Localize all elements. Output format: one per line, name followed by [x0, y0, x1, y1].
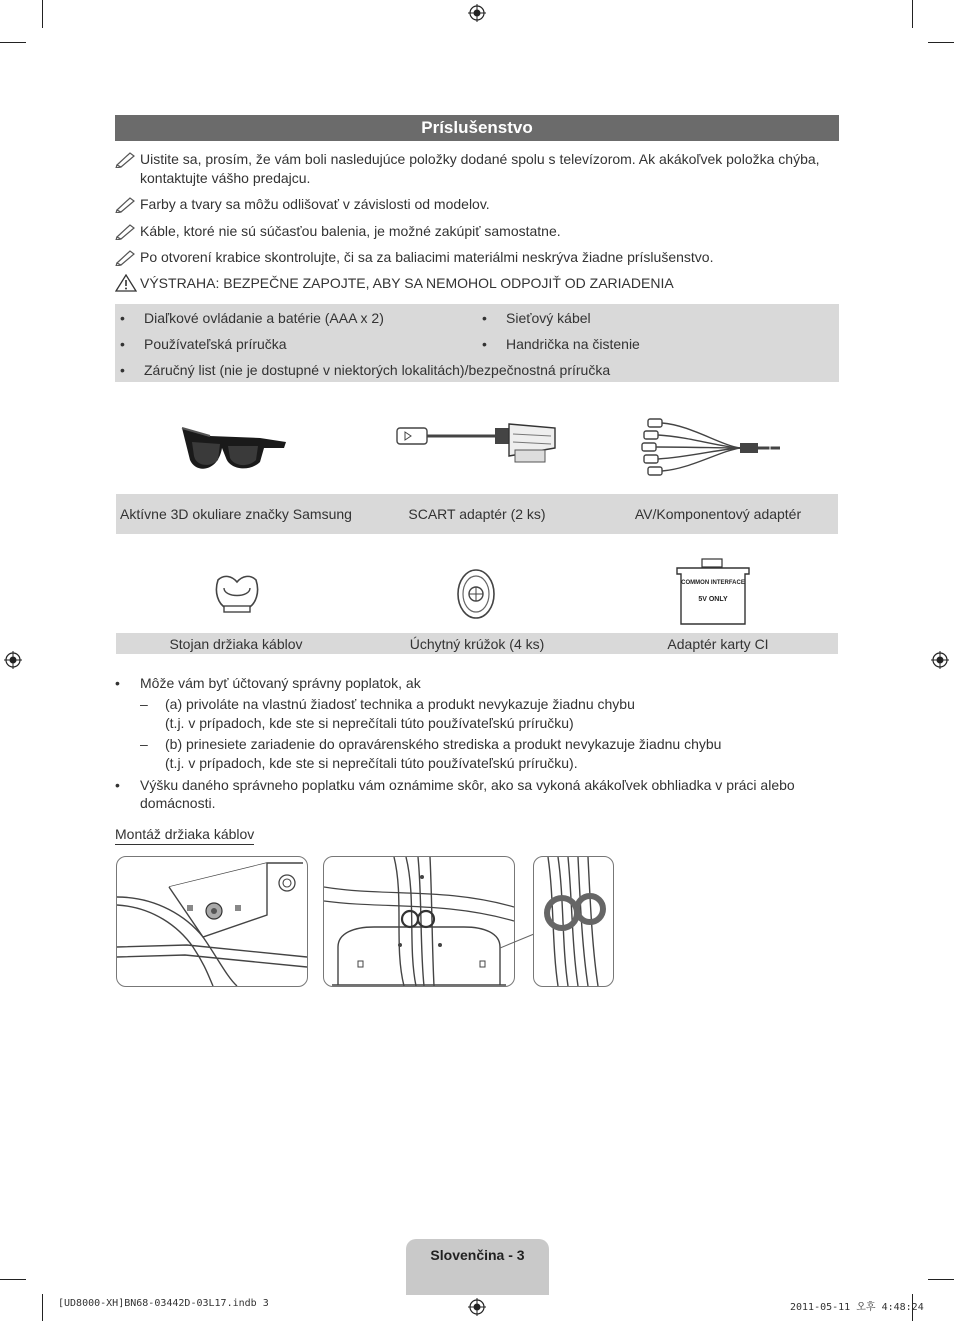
scart-adapter-icon — [395, 420, 560, 468]
list-item: • Diaľkové ovládanie a batérie (AAA x 2) — [120, 310, 384, 326]
note: Uistite sa, prosím, že vám boli nasledujúce položky dodané spolu s televízorom. Ak akákoľvek položka chýba, kontaktujte vášho predajcu. — [115, 150, 839, 188]
note-pen-icon — [115, 248, 137, 266]
item-caption: Aktívne 3D okuliare značky Samsung — [120, 506, 352, 522]
stand-base-illustration-icon — [117, 857, 307, 986]
item-caption: Úchytný krúžok (4 ks) — [409, 635, 545, 652]
fees-case-b: (b) prinesiete zariadenie do opravárenského strediska a produkt nevykazuje žiadnu chybu — [165, 736, 722, 752]
note: Káble, ktoré nie sú súčasťou balenia, je možné zakúpiť samostatne. — [115, 222, 839, 241]
list-item: • Používateľská príručka — [120, 336, 287, 352]
registration-mark-icon — [468, 4, 486, 22]
fees-case-a: (a) privoláte na vlastnú žiadosť technika a produkt nevykazuje žiadnu chybu — [165, 696, 635, 712]
dash: – — [140, 736, 148, 752]
assembly-step-3 — [533, 856, 614, 987]
note: Farby a tvary sa môžu odlišovať v závislosti od modelov. — [115, 195, 839, 214]
bullet: • — [115, 777, 120, 793]
fees-amount-line1: Výšku daného správneho poplatku vám oznámime skôr, ako sa vykoná akákoľvek obhliadka v práci alebo — [140, 777, 795, 793]
ci-card-label-1: COMMON INTERFACE — [681, 580, 745, 586]
registration-mark-icon — [931, 651, 949, 669]
note: Po otvorení krabice skontrolujte, či sa za baliacimi materiálmi neskrýva žiadne príslušenstvo. — [115, 248, 839, 267]
3d-glasses-icon — [180, 420, 290, 480]
print-slug-left: [UD8000-XH]BN68-03442D-03L17.indb 3 — [58, 1298, 269, 1309]
ci-card-adapter — [675, 558, 751, 626]
cable-holder-stand-icon — [212, 572, 262, 616]
list-item: • Handrička na čistenie — [482, 336, 640, 352]
registration-mark-icon — [468, 1298, 486, 1316]
note-pen-icon — [115, 222, 137, 240]
registration-mark-icon — [4, 651, 22, 669]
crop-mark — [0, 42, 26, 43]
holder-ring-icon — [455, 568, 497, 620]
ci-card-label-2: 5V ONLY — [698, 596, 728, 603]
list-item: • Sieťový kábel — [482, 310, 591, 326]
item-caption: Stojan držiaka káblov — [169, 635, 303, 652]
note-pen-icon — [115, 195, 137, 213]
list-item: • Záručný list (nie je dostupné v niektorých lokalitách)/bezpečnostná príručka — [120, 362, 611, 378]
item-caption: Adaptér karty CI — [667, 635, 769, 652]
bullet: • — [115, 675, 120, 691]
cable-routing-illustration-icon — [324, 857, 514, 986]
item-caption: AV/Komponentový adaptér — [634, 506, 802, 522]
assembly-step-1 — [116, 856, 308, 987]
crop-mark — [42, 0, 43, 28]
warning-note: VÝSTRAHA: BEZPEČNE ZAPOJTE, ABY SA NEMOHOL ODPOJIŤ OD ZARIADENIA — [115, 274, 839, 293]
ci-card-adapter-icon — [675, 558, 751, 626]
crop-mark — [912, 0, 913, 28]
crop-mark — [0, 1279, 26, 1280]
note-pen-icon — [115, 150, 137, 168]
caption-row — [116, 633, 838, 654]
assembly-step-2 — [323, 856, 515, 987]
warning-triangle-icon — [115, 274, 137, 292]
av-component-adapter-icon — [640, 415, 785, 483]
caption-row — [116, 494, 838, 534]
dash: – — [140, 696, 148, 712]
section-title: Príslušenstvo — [115, 115, 839, 141]
item-caption: SCART adaptér (2 ks) — [408, 506, 546, 522]
assembly-heading: Montáž držiaka káblov — [115, 826, 254, 845]
crop-mark — [42, 1294, 43, 1321]
fees-intro: Môže vám byť účtovaný správny poplatok, ak — [140, 675, 421, 691]
page-number-tab: Slovenčina - 3 — [406, 1239, 549, 1295]
fees-amount-line2: domácnosti. — [140, 795, 216, 811]
print-slug-right: 2011-05-11 오후 4:48:24 — [790, 1302, 924, 1313]
fees-list — [115, 674, 839, 814]
ring-closeup-illustration-icon — [534, 857, 613, 986]
crop-mark — [928, 1279, 954, 1280]
fees-case-a-note: (t.j. v prípadoch, kde ste si neprečítali túto používateľskú príručku) — [165, 715, 574, 731]
fees-case-b-note: (t.j. v prípadoch, kde ste si neprečítali túto používateľskú príručku). — [165, 755, 578, 771]
crop-mark — [928, 42, 954, 43]
